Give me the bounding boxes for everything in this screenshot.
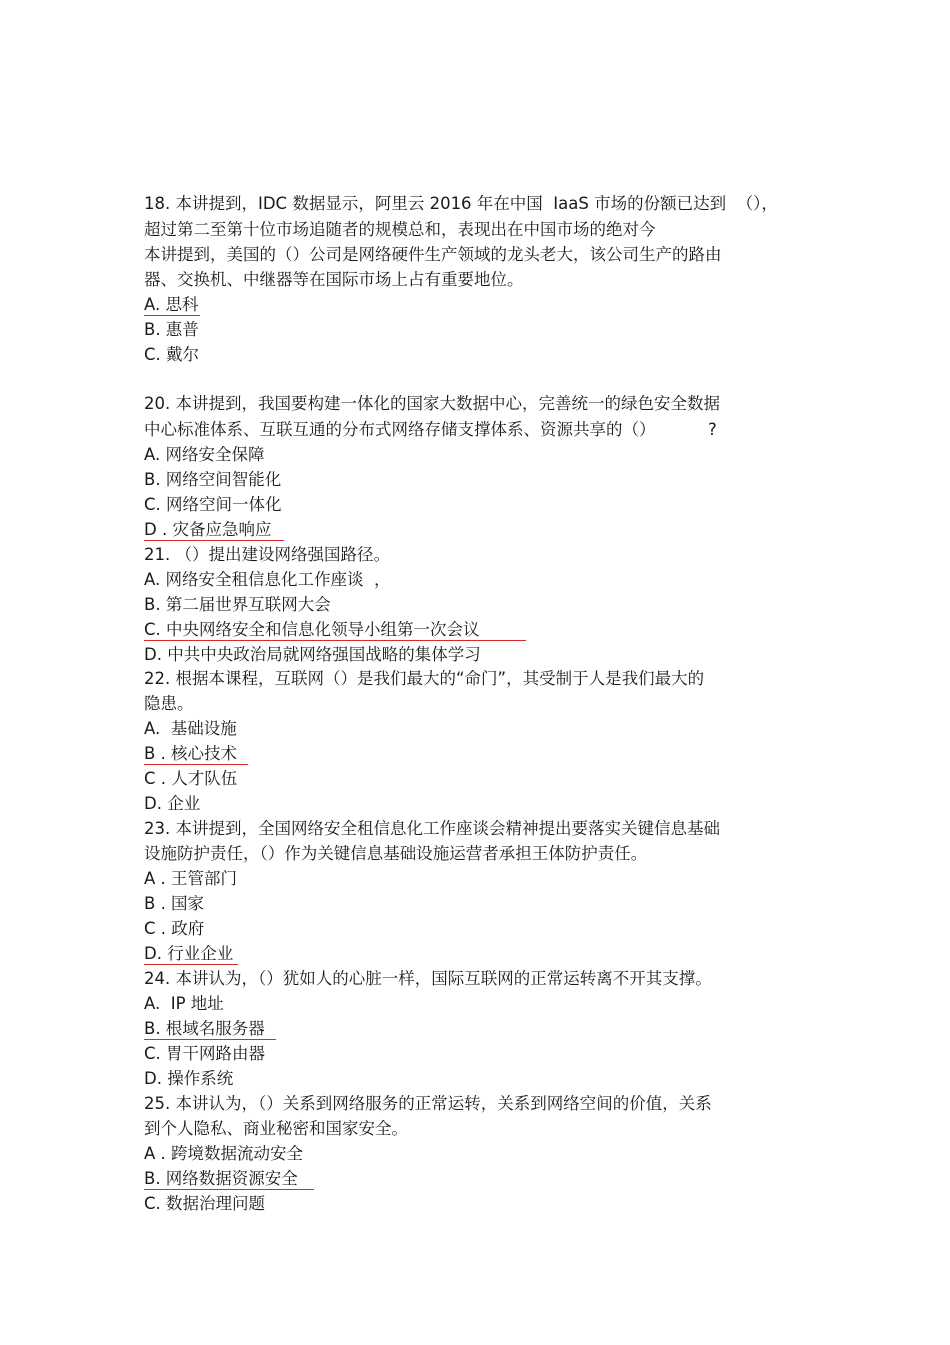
q20-text-2: 中心标准体系、互联互通的分布式网络存储支撑体系、资源共享的（） ?	[144, 420, 717, 439]
q24-option-a: A. IP 地址	[144, 994, 224, 1013]
q19-option-b: B. 惠普	[144, 320, 199, 339]
answer-underline-mark	[144, 315, 200, 316]
q21-option-b: B. 第二届世界互联网大会	[144, 595, 331, 614]
answer-underline-mark	[144, 1039, 276, 1040]
q25-option-a: A . 跨境数据流动安全	[144, 1144, 304, 1163]
answer-underline-mark	[144, 540, 284, 541]
q21-option-c: C. 中央网络安全和信息化领导小组第一次会议	[144, 620, 480, 639]
q25-text-1: 25. 本讲认为，（）关系到网络服务的正常运转，关系到网络空间的价值，关系	[144, 1094, 712, 1113]
q22-option-b: B . 核心技术	[144, 744, 238, 763]
answer-underline-mark	[144, 640, 526, 641]
q24-text: 24. 本讲认为，（）犹如人的心脏一样，国际互联网的正常运转离不开其支撑。	[144, 969, 712, 988]
q25-option-b: B. 网络数据资源安全	[144, 1169, 298, 1188]
q24-option-c: C. 胃干网路由器	[144, 1044, 266, 1063]
q22-option-c: C . 人才队伍	[144, 769, 238, 788]
q19-text-1: 本讲提到，美国的（）公司是网络硬件生产领域的龙头老大，该公司生产的路由	[144, 245, 722, 264]
q19-option-a: A. 思科	[144, 295, 199, 314]
q20-option-d: D . 灾备应急响应	[144, 520, 272, 539]
q22-option-d: D. 企业	[144, 794, 201, 813]
q24-option-b: B. 根域名服务器	[144, 1019, 265, 1038]
q23-option-b: B . 国家	[144, 894, 205, 913]
q20-option-a: A. 网络安全保障	[144, 445, 265, 464]
q23-text-1: 23. 本讲提到，全国网络安全租信息化工作座谈会精神提出要落实关键信息基础	[144, 819, 720, 838]
q20-option-c: C. 网络空间一体化	[144, 495, 282, 514]
q18-text-1: 18. 本讲提到，IDC 数据显示，阿里云 2016 年在中国 IaaS 市场的份额已达到 （），	[144, 194, 778, 213]
answer-underline-mark	[144, 764, 248, 765]
q22-text-1: 22. 根据本课程，互联网（）是我们最大的“命门”，其受制于人是我们最大的	[144, 669, 705, 688]
q18-text-2: 超过第二至第十位市场追随者的规模总和，表现出在中国市场的绝对今	[144, 220, 656, 239]
answer-underline-mark	[144, 1189, 314, 1190]
q23-option-c: C . 政府	[144, 919, 205, 938]
q25-option-c: C. 数据治理问题	[144, 1194, 266, 1213]
q21-option-a: A. 网络安全租信息化工作座谈 ，	[144, 570, 391, 589]
q20-option-b: B. 网络空间智能化	[144, 470, 282, 489]
q22-text-2: 隐患。	[144, 694, 194, 713]
q25-text-2: 到个人隐私、商业秘密和国家安全。	[144, 1119, 408, 1138]
q21-text: 21. （）提出建设网络强国路径。	[144, 545, 390, 564]
q24-option-d: D. 操作系统	[144, 1069, 234, 1088]
q22-option-a: A. 基础设施	[144, 719, 237, 738]
q23-text-2: 设施防护责任，（）作为关键信息基础设施运营者承担王体防护责任。	[144, 844, 648, 863]
q19-option-c: C. 戴尔	[144, 345, 200, 364]
q23-option-a: A . 王管部门	[144, 869, 238, 888]
q21-option-d: D. 中共中央政治局就网络强国战略的集体学习	[144, 645, 481, 664]
q23-option-d: D. 行业企业	[144, 944, 234, 963]
q20-text-1: 20. 本讲提到，我国要构建一体化的国家大数据中心，完善统一的绿色安全数据	[144, 394, 720, 413]
answer-underline-mark	[144, 964, 238, 965]
q19-text-2: 器、交换机、中继器等在国际市场上占有重要地位。	[144, 270, 524, 289]
